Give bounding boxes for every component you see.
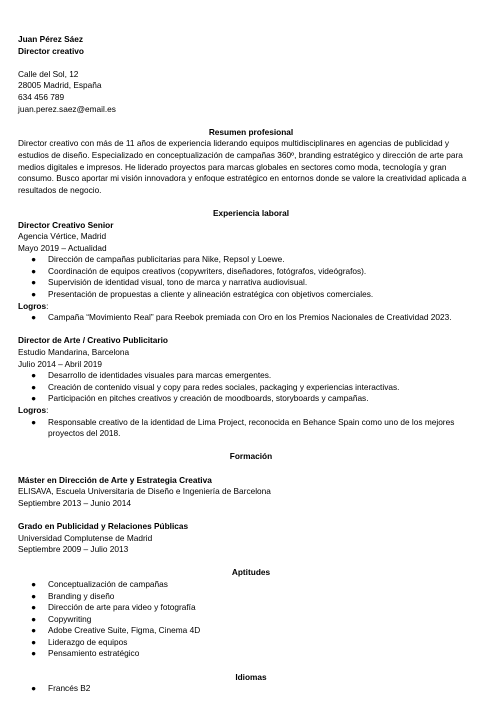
list-item	[31, 254, 484, 266]
skill-item: Pensamiento estratégico	[48, 648, 140, 659]
education-school: Universidad Complutense de Madrid	[18, 532, 153, 543]
spacer	[18, 556, 484, 568]
contact-email: juan.perez.saez@email.es	[18, 103, 116, 114]
list-item	[31, 312, 484, 324]
contact-block	[18, 69, 484, 115]
job-achievement-list	[18, 312, 484, 324]
education-entry	[18, 521, 484, 556]
job-task: Desarrollo de identidades visuales para marcas emergentes.	[48, 370, 272, 381]
education-degree: Máster en Dirección de Arte y Estrategia Creativa	[18, 474, 212, 485]
languages-list	[18, 683, 484, 695]
spacer	[18, 115, 484, 127]
experience-title: Experiencia laboral	[212, 207, 290, 218]
summary-paragraph	[18, 138, 484, 196]
contact-street: Calle del Sol, 12	[18, 68, 79, 79]
bullet-icon: ●	[31, 683, 37, 694]
bullet-icon: ●	[31, 393, 37, 404]
list-item	[31, 625, 484, 637]
list-item	[31, 416, 484, 440]
summary-line: estudios de diseño. Especializado en conceptualización de campañas 360º, branding estratégico y dirección de arte para	[18, 149, 463, 160]
contact-city: 28005 Madrid, España	[18, 80, 102, 91]
job-task: Supervisión de identidad visual, tono de marca y narrativa audiovisual.	[48, 277, 308, 288]
summary-line: consumo. Busco aportar mi visión innovadora y enfoque estratégico en entornos donde se valore la creatividad aplicada a	[18, 173, 467, 184]
job-task: Dirección de campañas publicitarias para Nike, Repsol y Loewe.	[48, 254, 285, 265]
summary-line: Director creativo con más de 11 años de experiencia liderando equipos multidisciplinares en agencias de publicidad y	[18, 138, 450, 149]
skill-item: Adobe Creative Suite, Figma, Cinema 4D	[48, 625, 201, 636]
job-task: Participación en pitches creativos y creación de moodboards, storyboards y campañas.	[48, 393, 369, 404]
job-position: Director de Arte / Creativo Publicitario	[18, 335, 168, 346]
bullet-icon: ●	[31, 602, 37, 613]
education-title: Formación	[229, 451, 273, 462]
achievements-label-text: Logros	[18, 300, 47, 311]
job-task: Coordinación de equipos creativos (copywriters, diseñadores, fotógrafos, videógrafos).	[48, 265, 367, 276]
summary-line: resultados de negocio.	[18, 184, 102, 195]
job-entry	[18, 335, 484, 439]
list-item	[31, 636, 484, 649]
summary-title: Resumen profesional	[208, 126, 294, 137]
job-achievement: Campaña “Movimiento Real” para Reebok premiada con Oro en los Premios Nacionales de Creatividad 2023.	[48, 312, 452, 323]
cv-page	[18, 34, 484, 695]
bullet-icon: ●	[31, 370, 37, 381]
bullet-icon: ●	[31, 265, 37, 276]
list-item	[31, 648, 484, 660]
education-school: ELISAVA, Escuela Universitaria de Diseño e Ingeniería de Barcelona	[18, 486, 271, 497]
bullet-icon: ●	[31, 625, 37, 636]
bullet-icon: ●	[31, 277, 37, 288]
skill-item: Branding y diseño	[48, 590, 115, 601]
bullet-icon: ●	[31, 289, 37, 300]
spacer	[18, 324, 484, 336]
list-item	[31, 613, 484, 626]
language-item: Francés B2	[48, 683, 91, 694]
achievements-label-text: Logros	[18, 405, 47, 415]
candidate-name: Juan Pérez Sáez	[18, 34, 84, 44]
bullet-icon: ●	[31, 613, 37, 624]
spacer	[18, 57, 484, 69]
list-item	[31, 381, 484, 394]
job-task-list	[18, 370, 484, 405]
list-item	[31, 289, 484, 301]
list-item	[31, 602, 484, 614]
job-achievement: Responsable creativo de la identidad de Lima Project, reconocida en Behance Spain como uno de los mejores	[48, 416, 455, 427]
achievements-label	[18, 301, 484, 313]
summary-line: medios digitales e impresos. He liderado proyectos para marcas globales en sectores como moda, tecnología y gran	[18, 161, 447, 172]
job-entry	[18, 220, 484, 324]
bullet-icon: ●	[31, 312, 37, 323]
education-degree: Grado en Publicidad y Relaciones Públicas	[18, 520, 189, 531]
skill-item: Dirección de arte para video y fotografía	[48, 602, 196, 613]
bullet-icon: ●	[31, 416, 37, 427]
skills-title: Aptitudes	[231, 567, 271, 578]
job-achievement-list	[18, 417, 484, 440]
job-dates: Mayo 2019 – Actualidad	[18, 242, 107, 253]
bullet-icon: ●	[31, 381, 37, 392]
job-task-list	[18, 254, 484, 300]
achievements-label-colon: :	[46, 300, 49, 311]
achievements-label	[18, 405, 484, 417]
bullet-icon: ●	[31, 648, 37, 659]
list-item	[31, 578, 484, 591]
job-achievement: proyectos del 2018.	[48, 428, 121, 439]
job-company: Estudio Mandarina, Barcelona	[18, 347, 130, 358]
bullet-icon: ●	[31, 636, 37, 647]
bullet-icon: ●	[31, 578, 37, 589]
skill-item: Liderazgo de equipos	[48, 636, 128, 647]
candidate-role: Director creativo	[18, 45, 84, 56]
list-item	[31, 265, 484, 278]
achievements-label-colon: :	[46, 405, 49, 415]
list-item	[31, 590, 484, 603]
list-item	[31, 370, 484, 382]
education-dates: Septiembre 2013 – Junio 2014	[18, 497, 132, 508]
contact-phone: 634 456 789	[18, 91, 65, 102]
job-company: Agencia Vértice, Madrid	[18, 231, 107, 242]
job-position: Director Creativo Senior	[18, 219, 114, 230]
skill-item: Copywriting	[48, 613, 92, 624]
spacer	[18, 463, 484, 475]
job-dates: Julio 2014 – Abril 2019	[18, 358, 102, 369]
skill-item: Conceptualización de campañas	[48, 578, 168, 589]
education-dates: Septiembre 2009 – Julio 2013	[18, 544, 129, 555]
languages-title: Idiomas	[235, 671, 267, 682]
list-item	[31, 393, 484, 405]
job-task: Presentación de propuestas a cliente y alineación estratégica con objetivos comerciales.	[48, 289, 374, 300]
spacer	[18, 660, 484, 672]
spacer	[18, 509, 484, 521]
job-task: Creación de contenido visual y copy para redes sociales, packaging y experiencias interactivas.	[48, 381, 400, 392]
spacer	[18, 196, 484, 208]
bullet-icon: ●	[31, 254, 37, 265]
skills-list	[18, 579, 484, 660]
education-entry	[18, 475, 484, 510]
list-item	[31, 683, 484, 695]
bullet-icon: ●	[31, 590, 37, 601]
spacer	[18, 440, 484, 452]
list-item	[31, 277, 484, 289]
